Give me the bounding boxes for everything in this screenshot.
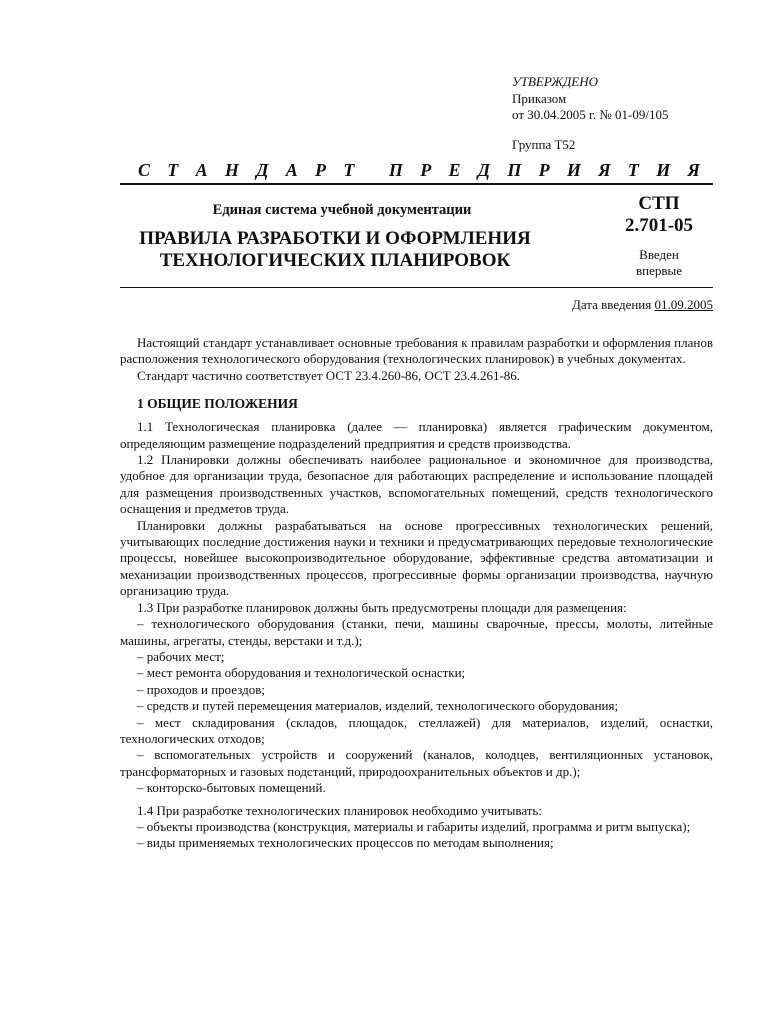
approval-status: УТВЕРЖДЕНО — [512, 74, 599, 89]
introduced-note — [604, 247, 714, 279]
title-letter: И — [656, 160, 671, 180]
clause-1-4: 1.4 При разработке технологических планировок необходимо учитывать: — [137, 802, 542, 818]
title-letter: Р — [420, 160, 432, 180]
list-item: – средств и путей перемещения материалов, изделий, технологического оборудования; — [137, 698, 619, 714]
list-item: – конторско-бытовых помещений. — [137, 780, 326, 796]
approval-group: Группа Т52 — [512, 136, 576, 152]
document-title-line-2: ТЕХНОЛОГИЧЕСКИХ ПЛАНИРОВОК — [159, 250, 511, 271]
title-letter: И — [566, 160, 581, 180]
list-item: – мест ремонта оборудования и технологической оснастки; — [137, 665, 466, 681]
title-letter: Н — [224, 160, 239, 180]
title-letter: П — [388, 160, 403, 180]
header-bottom-rule — [120, 287, 713, 288]
standard-code-block — [604, 193, 714, 279]
title-letter: Т — [343, 160, 355, 180]
introduction-date-label: Дата введения — [572, 297, 652, 312]
approval-order-label: Приказом — [512, 90, 567, 106]
intro-paragraph: Стандарт частично соответствует ОСТ 23.4.260-86, ОСТ 23.4.261-86. — [137, 367, 521, 383]
introduced-note-line-2: впервые — [635, 263, 682, 278]
list-item: – объекты производства (конструкция, материалы и габариты изделий, программа и ритм выпуска); — [137, 818, 691, 834]
title-letter: Я — [687, 160, 700, 180]
list-item: – вспомогательных устройств и сооружений (каналов, колодцев, вентиляционных установок, трансформаторных и газовых подстанций, природоохранительных объектов и др.); — [120, 747, 713, 779]
document-title — [90, 228, 580, 272]
approval-block — [512, 74, 668, 153]
introduction-date-value: 01.09.2005 — [654, 297, 713, 312]
title-letter: Д — [256, 160, 269, 180]
clause-1-2: 1.2 Планировки должны обеспечивать наиболее рациональное и экономичное для производства, удобное для организации труда, безопасное для работающих распределение и использование площадей для размещения производственных участков, вспомогательных помещений, средств технологического оснащения и предметов труда. — [120, 452, 713, 517]
header-top-rule — [120, 183, 713, 185]
intro-paragraph: Настоящий стандарт устанавливает основные требования к правилам разработки и оформления планов расположения технологического оборудования (технологических планировок) в учебных документах. — [120, 335, 713, 367]
title-letter: Р — [538, 160, 550, 180]
title-letter: А — [285, 160, 298, 180]
section-heading: 1 ОБЩИЕ ПОЛОЖЕНИЯ — [137, 396, 298, 412]
title-letter: С — [138, 160, 151, 180]
clause-1-1: 1.1 Технологическая планировка (далее — планировка) является графическим документом, определяющим размещение подразделений предприятия и средств производства. — [120, 419, 713, 451]
standard-code-prefix: СТП — [638, 193, 680, 214]
list-item: – мест складирования (складов, площадок, стеллажей) для материалов, изделий, оснастки, технологических отходов; — [120, 714, 713, 746]
approval-order-details: от 30.04.2005 г. № 01-09/105 — [512, 107, 669, 122]
title-letter: Е — [448, 160, 461, 180]
title-letter: Д — [477, 160, 491, 180]
title-letter: Я — [598, 160, 611, 180]
title-letter: А — [195, 160, 208, 180]
standard-code-number: 2.701-05 — [624, 215, 694, 236]
list-item: – рабочих мест; — [137, 648, 225, 664]
document-body — [120, 335, 713, 852]
standard-title — [138, 160, 700, 180]
clause-1-2-continuation: Планировки должны разрабатываться на основе прогрессивных технологических решений, учитывающих последние достижения науки и техники и предусматривающих передовые технологические процессы, новейшее высокопроизводительное оборудование, эффективные средства автоматизации и механизации производственных процессов, прогрессивные формы организации производства, научную организацию труда. — [120, 517, 713, 599]
introduction-date — [572, 297, 713, 313]
document-title-line-1: ПРАВИЛА РАЗРАБОТКИ И ОФОРМЛЕНИЯ — [139, 228, 531, 249]
title-letter: Т — [167, 160, 179, 180]
title-letter: П — [507, 160, 522, 180]
clause-1-3: 1.3 При разработке планировок должны быть предусмотрены площади для размещения: — [137, 599, 627, 615]
list-item: – проходов и проездов; — [137, 681, 266, 697]
list-item: – технологического оборудования (станки, печи, машины сварочные, прессы, молоты, литейные машины, агрегаты, стенды, верстаки и т.д.); — [120, 616, 713, 648]
system-title: Единая система учебной документации — [212, 202, 472, 218]
introduced-note-line-1: Введен — [639, 247, 679, 262]
list-item: – виды применяемых технологических процессов по методам выполнения; — [137, 835, 554, 851]
title-letter: Т — [627, 160, 639, 180]
title-letter: Р — [315, 160, 327, 180]
